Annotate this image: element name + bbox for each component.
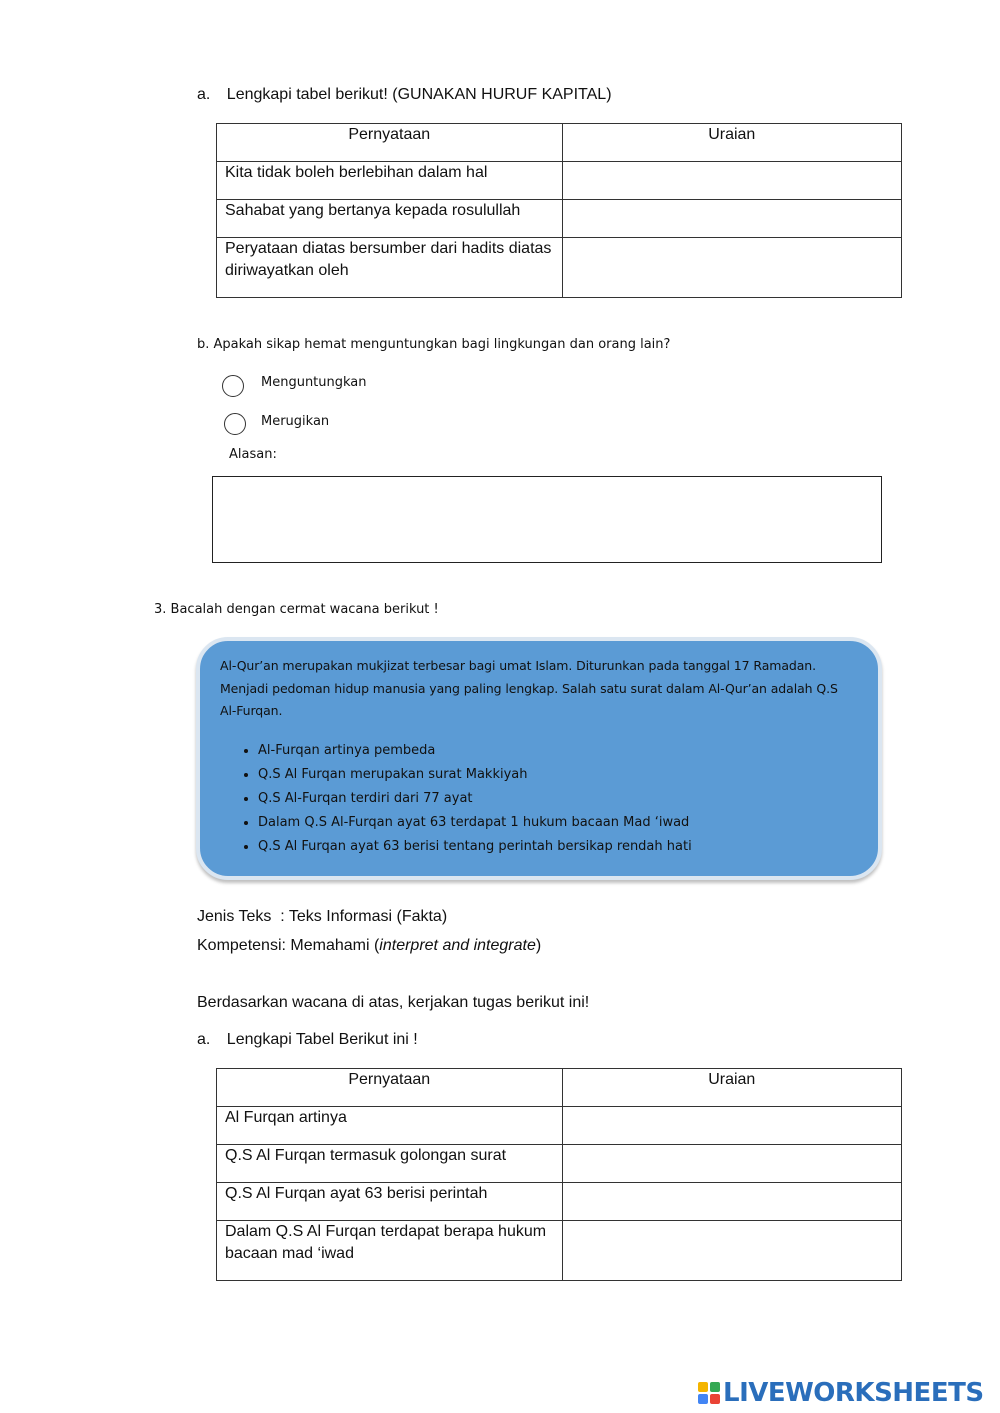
table-row: [217, 200, 902, 238]
logo-text: LIVEWORKSHEETS: [723, 1378, 984, 1408]
table-3a-answer-input[interactable]: [562, 1183, 901, 1221]
kompetensi-italic: interpret and integrate: [379, 937, 536, 954]
kompetensi-suffix: ): [535, 937, 542, 954]
passage-bullet-list: [230, 739, 692, 859]
table-a-cell-statement: Peryataan diatas bersumber dari hadits diatas diriwayatkan oleh: [217, 238, 563, 298]
table-a-answer-input[interactable]: [562, 200, 901, 238]
table-3a-cell-statement: Q.S Al Furqan termasuk golongan surat: [217, 1145, 563, 1183]
table-a: [216, 123, 902, 298]
table-row: [217, 1107, 902, 1145]
passage-box: [196, 637, 882, 880]
table-3a-answer-input[interactable]: [562, 1107, 901, 1145]
task-intro: Berdasarkan wacana di atas, kerjakan tugas berikut ini!: [197, 994, 590, 1011]
radio-option-label: Merugikan: [261, 414, 330, 429]
table-3a-cell-statement: Dalam Q.S Al Furqan terdapat berapa hukum bacaan mad ‘iwad: [217, 1221, 563, 1281]
section-a-instruction: Lengkapi tabel berikut! (GUNAKAN HURUF KAPITAL): [226, 86, 612, 103]
list-item: • Q.S Al Furqan ayat 63 berisi tentang perintah bersikap rendah hati: [258, 835, 692, 859]
radio-option-menguntungkan[interactable]: [222, 375, 244, 397]
table-3a: [216, 1068, 902, 1281]
table-3a-cell-statement: Q.S Al Furqan ayat 63 berisi perintah: [217, 1183, 563, 1221]
list-item: • Q.S Al Furqan merupakan surat Makkiyah: [258, 763, 692, 787]
table-3a-cell-statement: Al Furqan artinya: [217, 1107, 563, 1145]
section-3-heading: 3. Bacalah dengan cermat wacana berikut !: [154, 602, 439, 617]
kompetensi: [197, 937, 541, 955]
section-a-heading: [197, 86, 612, 104]
table-row: [217, 162, 902, 200]
reason-input[interactable]: [212, 476, 882, 563]
section-b-question: b. Apakah sikap hemat menguntungkan bagi lingkungan dan orang lain?: [197, 337, 671, 352]
table-3a-header-description: Uraian: [562, 1069, 901, 1107]
logo-mark-icon: [698, 1382, 720, 1404]
table-a-answer-input[interactable]: [562, 162, 901, 200]
table-3a-answer-input[interactable]: [562, 1221, 901, 1281]
table-a-header-description: Uraian: [562, 124, 901, 162]
task-a-prefix: a.: [197, 1031, 211, 1048]
table-a-cell-statement: Sahabat yang bertanya kepada rosulullah: [217, 200, 563, 238]
table-a-header-statement: Pernyataan: [217, 124, 563, 162]
list-item: • Al-Furqan artinya pembeda: [258, 739, 692, 763]
section-a-prefix: a.: [197, 86, 211, 103]
table-row: [217, 1145, 902, 1183]
radio-option-label: Menguntungkan: [261, 375, 367, 390]
list-item: • Q.S Al-Furqan terdiri dari 77 ayat: [258, 787, 692, 811]
list-item: • Dalam Q.S Al-Furqan ayat 63 terdapat 1 hukum bacaan Mad ‘iwad: [258, 811, 692, 835]
table-3a-answer-input[interactable]: [562, 1145, 901, 1183]
reason-label: Alasan:: [229, 447, 277, 462]
radio-option-merugikan[interactable]: [224, 413, 246, 435]
table-row: [217, 1183, 902, 1221]
liveworksheets-logo: [698, 1378, 984, 1408]
table-a-cell-statement: Kita tidak boleh berlebihan dalam hal: [217, 162, 563, 200]
table-3a-header-statement: Pernyataan: [217, 1069, 563, 1107]
table-a-answer-input[interactable]: [562, 238, 901, 298]
task-a-heading: [197, 1031, 418, 1049]
kompetensi-prefix: Kompetensi: Memahami (: [197, 937, 380, 954]
table-row: [217, 1221, 902, 1281]
task-a-instruction: Lengkapi Tabel Berikut ini !: [226, 1031, 418, 1048]
table-row: [217, 238, 902, 298]
passage-text: Al-Qur’an merupakan mukjizat terbesar bagi umat Islam. Diturunkan pada tanggal 17 Ramadan. Menjadi pedoman hidup manusia yang paling lengkap. Salah satu surat dalam Al-Qur’an adalah Q.S Al-Furqan.: [220, 658, 838, 718]
jenis-teks: Jenis Teks : Teks Informasi (Fakta): [197, 908, 448, 925]
